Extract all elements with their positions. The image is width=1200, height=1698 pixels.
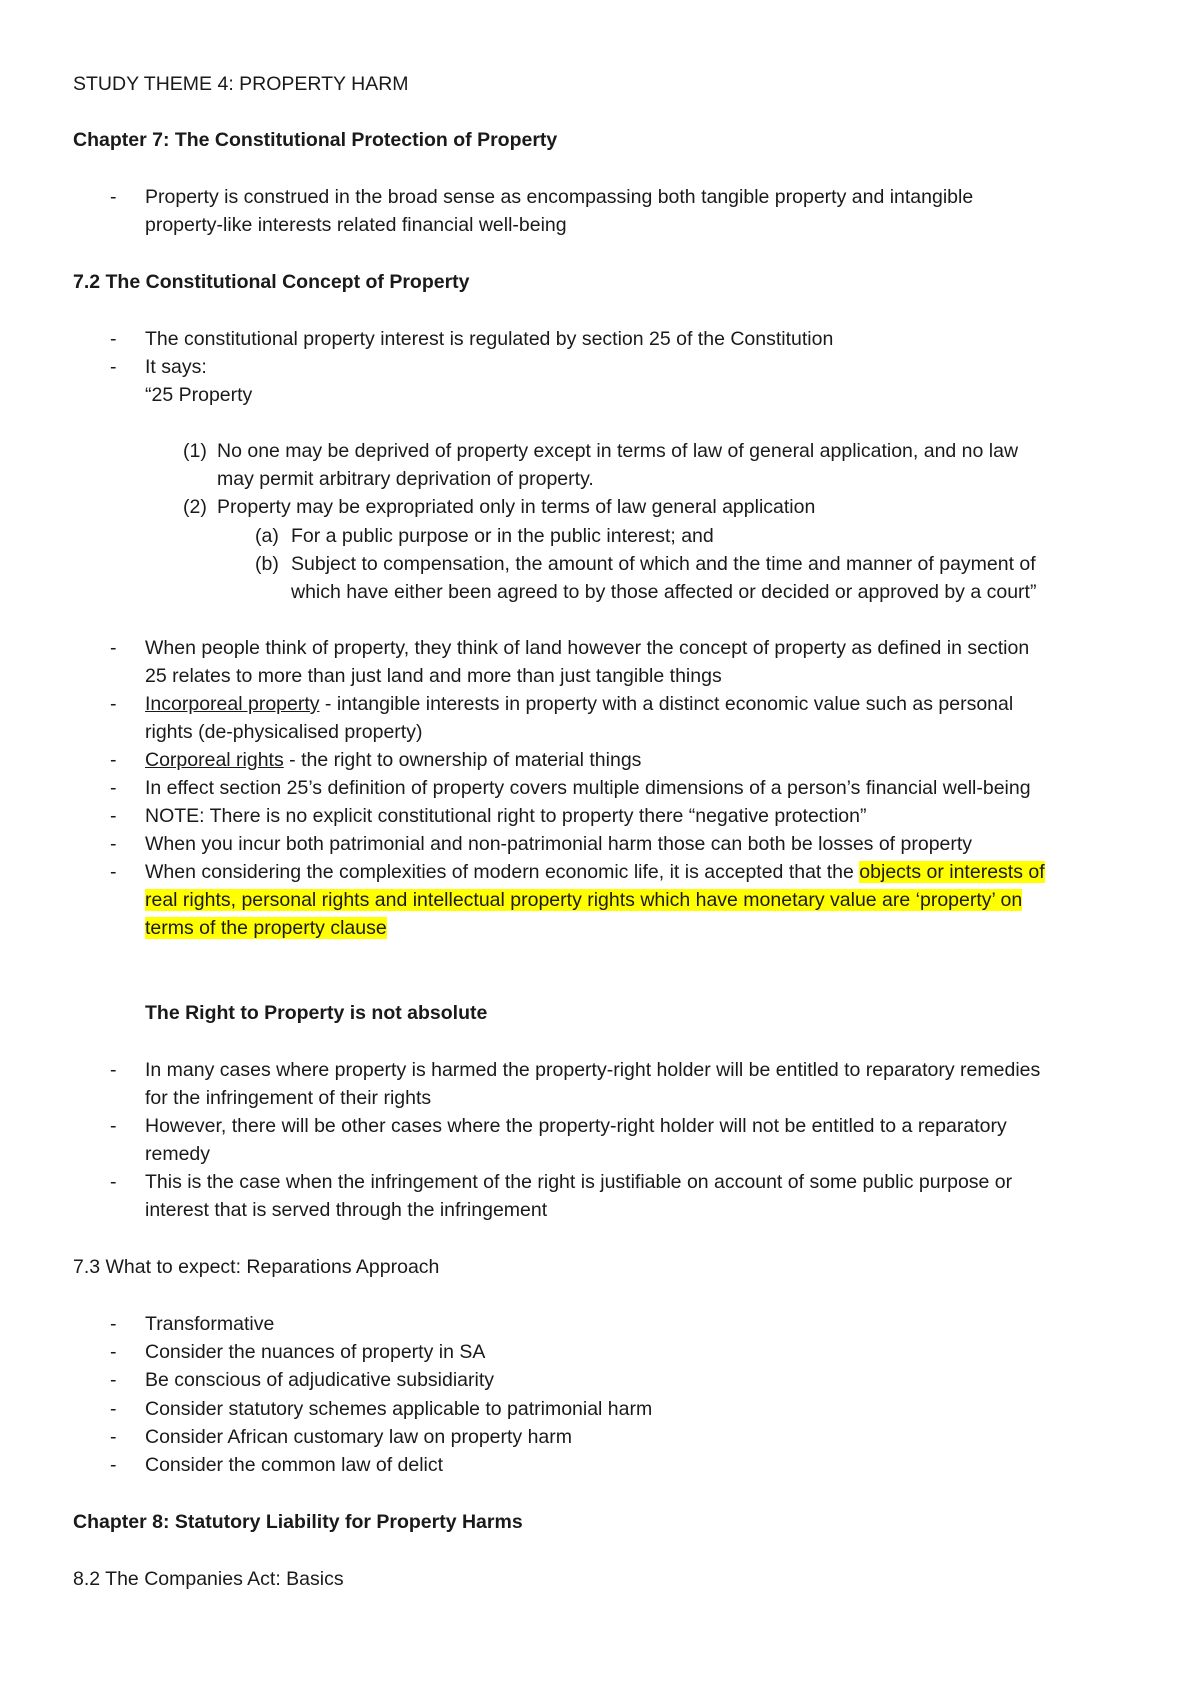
clause-line: No one may be deprived of property except in terms of law of general application, and no law bbox=[217, 440, 1019, 462]
bullet-marker: - bbox=[110, 1341, 117, 1363]
list-item: Consider statutory schemes applicable to patrimonial harm bbox=[145, 1398, 653, 1420]
bullet-marker: - bbox=[110, 1171, 117, 1193]
plain-text: When considering the complexities of modern economic life, it is accepted that the bbox=[145, 861, 860, 883]
paragraph-line: interest that is served through the infringement bbox=[145, 1199, 548, 1221]
bullet-marker: - bbox=[110, 805, 117, 827]
clause-line: For a public purpose or in the public interest; and bbox=[291, 525, 714, 547]
bullet-marker: - bbox=[110, 749, 117, 771]
paragraph-line: When people think of property, they think of land however the concept of property as defined in section bbox=[145, 637, 1030, 659]
paragraph-line: However, there will be other cases where the property-right holder will not be entitled to a reparatory bbox=[145, 1115, 1007, 1137]
paragraph-line: In many cases where property is harmed the property-right holder will be entitled to reparatory remedies bbox=[145, 1059, 1041, 1081]
paragraph-line: property-like interests related financial well-being bbox=[145, 214, 567, 236]
paragraph-line: for the infringement of their rights bbox=[145, 1087, 432, 1109]
paragraph-line: This is the case when the infringement of the right is justifiable on account of some public purpose or bbox=[145, 1171, 1013, 1193]
list-item: Consider African customary law on property harm bbox=[145, 1426, 573, 1448]
highlighted-text: terms of the property clause bbox=[145, 917, 387, 939]
paragraph-line: 25 relates to more than just land and more than just tangible things bbox=[145, 665, 722, 687]
bullet-marker: - bbox=[110, 186, 117, 208]
clause-line: Property may be expropriated only in terms of law general application bbox=[217, 496, 816, 518]
highlighted-text: objects or interests of bbox=[859, 861, 1045, 883]
bullet-marker: - bbox=[110, 861, 117, 883]
paragraph-line: Property is construed in the broad sense as encompassing both tangible property and intangible bbox=[145, 186, 974, 208]
section-8-2-heading: 8.2 The Companies Act: Basics bbox=[73, 1568, 344, 1590]
bullet-marker: - bbox=[110, 637, 117, 659]
bullet-marker: - bbox=[110, 833, 117, 855]
corporeal-rights-term: Corporeal rights bbox=[145, 749, 284, 771]
list-item: Be conscious of adjudicative subsidiarity bbox=[145, 1369, 495, 1391]
definition-text: - the right to ownership of material things bbox=[283, 749, 642, 771]
incorporeal-property-term: Incorporeal property bbox=[145, 693, 320, 715]
study-theme-title: STUDY THEME 4: PROPERTY HARM bbox=[73, 73, 409, 95]
paragraph-line bbox=[145, 860, 1045, 884]
bullet-marker: - bbox=[110, 1115, 117, 1137]
clause-marker: (1) bbox=[183, 440, 207, 462]
paragraph-line: It says: bbox=[145, 356, 207, 378]
paragraph-line: The constitutional property interest is regulated by section 25 of the Constitution bbox=[145, 328, 834, 350]
paragraph-line bbox=[145, 692, 1013, 716]
paragraph-line: When you incur both patrimonial and non-patrimonial harm those can both be losses of property bbox=[145, 833, 973, 855]
section-7-3-heading: 7.3 What to expect: Reparations Approach bbox=[73, 1256, 440, 1278]
paragraph-line bbox=[145, 748, 641, 772]
paragraph-line bbox=[145, 916, 387, 940]
chapter-8-heading: Chapter 8: Statutory Liability for Property Harms bbox=[73, 1511, 523, 1533]
chapter-7-heading: Chapter 7: The Constitutional Protection of Property bbox=[73, 129, 558, 151]
clause-marker: (a) bbox=[255, 525, 279, 547]
clause-marker: (2) bbox=[183, 496, 207, 518]
bullet-marker: - bbox=[110, 1313, 117, 1335]
section-7-2-heading: 7.2 The Constitutional Concept of Property bbox=[73, 271, 470, 293]
bullet-marker: - bbox=[110, 777, 117, 799]
bullet-marker: - bbox=[110, 356, 117, 378]
bullet-marker: - bbox=[110, 1426, 117, 1448]
definition-text: - intangible interests in property with a distinct economic value such as personal bbox=[319, 693, 1014, 715]
bullet-marker: - bbox=[110, 1369, 117, 1391]
quote-title: “25 Property bbox=[145, 384, 253, 406]
list-item: Transformative bbox=[145, 1313, 275, 1335]
list-item: Consider the common law of delict bbox=[145, 1454, 444, 1476]
list-item: Consider the nuances of property in SA bbox=[145, 1341, 486, 1363]
paragraph-line: remedy bbox=[145, 1143, 211, 1165]
bullet-marker: - bbox=[110, 1454, 117, 1476]
paragraph-line bbox=[145, 888, 1022, 912]
highlighted-text: real rights, personal rights and intellectual property rights which have monetary value are ‘property’ on bbox=[145, 889, 1023, 911]
bullet-marker: - bbox=[110, 328, 117, 350]
clause-marker: (b) bbox=[255, 553, 279, 575]
clause-line: may permit arbitrary deprivation of property. bbox=[217, 468, 594, 490]
bullet-marker: - bbox=[110, 693, 117, 715]
paragraph-line: In effect section 25’s definition of property covers multiple dimensions of a person’s financial well-being bbox=[145, 777, 1031, 799]
bullet-marker: - bbox=[110, 1398, 117, 1420]
not-absolute-heading: The Right to Property is not absolute bbox=[145, 1002, 488, 1024]
paragraph-line: NOTE: There is no explicit constitutional right to property there “negative protection” bbox=[145, 805, 867, 827]
bullet-marker: - bbox=[110, 1059, 117, 1081]
clause-line: which have either been agreed to by those affected or decided or approved by a court” bbox=[291, 581, 1037, 603]
clause-line: Subject to compensation, the amount of which and the time and manner of payment of bbox=[291, 553, 1036, 575]
paragraph-line: rights (de-physicalised property) bbox=[145, 721, 423, 743]
